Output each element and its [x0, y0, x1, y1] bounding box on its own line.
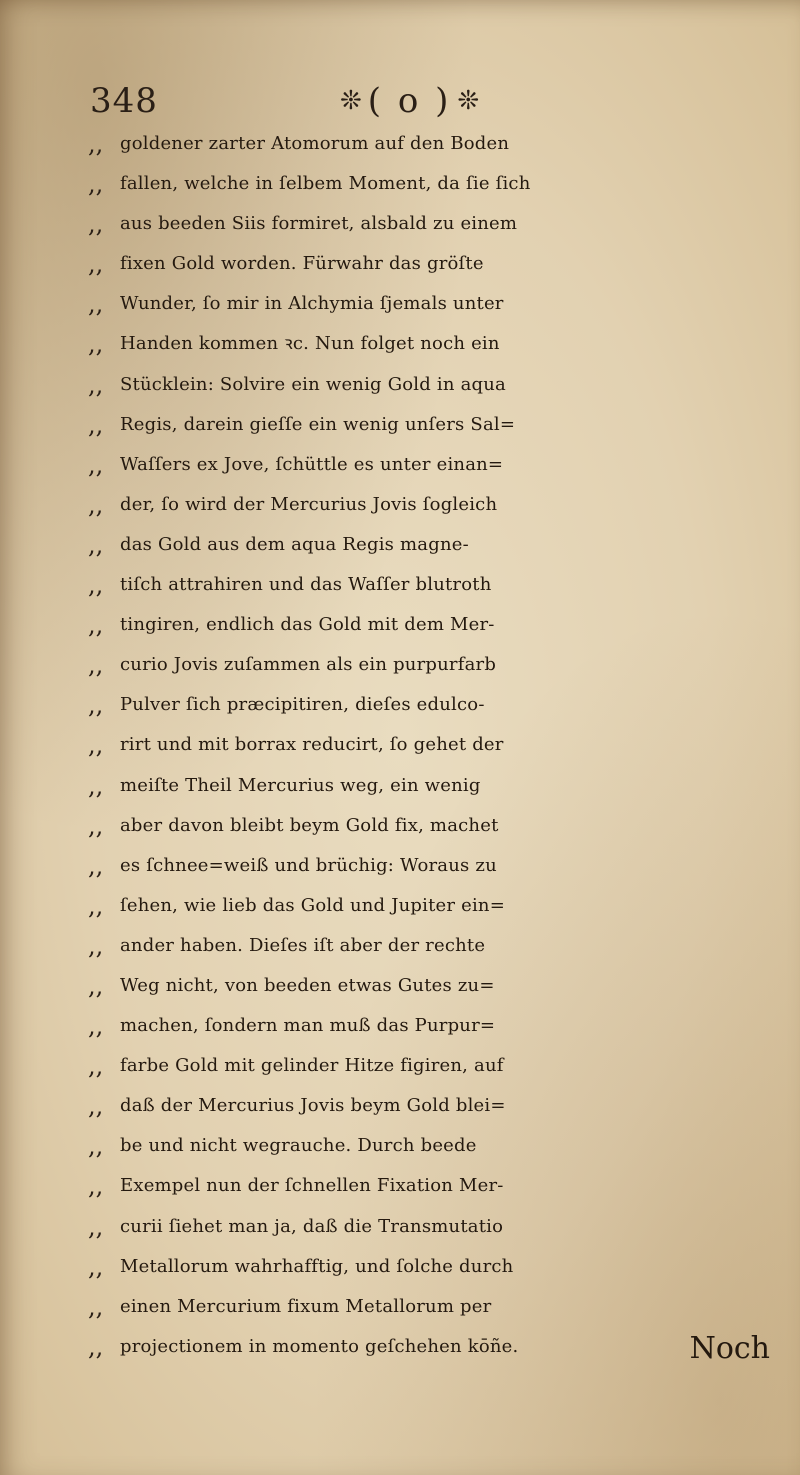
text-line: tingiren, endlich das Gold mit dem Mer- — [120, 614, 495, 636]
ornament-right-icon: ❊ — [457, 86, 480, 116]
text-line: Metallorum wahrhafftig, und ſolche durch — [120, 1255, 514, 1277]
text-line: aber davon bleibt beym Gold fix, machet — [120, 814, 499, 836]
text-line: Handen kommen ꝛc. Nun folget noch ein — [120, 333, 500, 355]
quote-mark: ,, — [88, 450, 104, 479]
text-line: einen Mercurium fixum Metallorum per — [120, 1295, 492, 1317]
text-line: es ſchnee=weiß und brüchig: Woraus zu — [120, 854, 497, 876]
text-line: Wunder, ſo mir in Alchymia ſjemals unter — [120, 293, 504, 315]
text-line: Waſſers ex Jove, ſchüttle es unter einan= — [120, 453, 504, 475]
quote-mark: ,, — [88, 170, 104, 199]
text-line: Exempel nun der ſchnellen Fixation Mer- — [120, 1175, 504, 1197]
quote-mark: ,, — [88, 771, 104, 800]
text-line: aus beeden Siis formiret, alsbald zu einem — [120, 213, 518, 235]
text-line: Pulver ſich præcipitiren, dieſes edulco- — [120, 694, 485, 716]
quote-mark: ,, — [88, 490, 104, 519]
running-head — [340, 76, 540, 126]
quote-mark: ,, — [88, 891, 104, 920]
quote-mark: ,, — [88, 731, 104, 760]
text-line: projectionem in momento geſchehen kōñe. — [120, 1335, 519, 1357]
quote-mark: ,, — [88, 530, 104, 559]
text-line: das Gold aus dem aqua Regis magne- — [120, 533, 469, 555]
quote-mark: ,, — [88, 370, 104, 399]
text-line: fixen Gold worden. Fürwahr das gröſte — [120, 253, 484, 275]
text-line: meiſte Theil Mercurius weg, ein wenig — [120, 774, 481, 796]
text-line: fallen, welche in ſelbem Moment, da ſie ſich — [120, 173, 531, 195]
quote-mark: ,, — [88, 1132, 104, 1161]
quote-mark: ,, — [88, 330, 104, 359]
ornament-left-icon: ❊ — [340, 86, 362, 116]
quote-mark: ,, — [88, 571, 104, 600]
quote-mark: ,, — [88, 210, 104, 239]
quote-mark: ,, — [88, 410, 104, 439]
quote-mark: ,, — [88, 971, 104, 1000]
quote-mark: ,, — [88, 1252, 104, 1281]
quote-mark: ,, — [88, 811, 104, 840]
text-line: Weg nicht, von beeden etwas Gutes zu= — [120, 974, 495, 996]
text-line: ſehen, wie lieb das Gold und Jupiter ein= — [120, 894, 505, 916]
text-line: tiſch attrahiren und das Waſſer blutroth — [120, 574, 492, 596]
quote-mark: ,, — [88, 691, 104, 720]
quote-mark: ,, — [88, 250, 104, 279]
quote-mark: ,, — [88, 851, 104, 880]
text-line: curio Jovis zuſammen als ein purpurfarb — [120, 654, 497, 676]
text-line: rirt und mit borrax reducirt, ſo gehet der — [120, 734, 504, 756]
quote-mark: ,, — [88, 1172, 104, 1201]
text-line: curii ſiehet man ja, daß die Transmutatio — [120, 1215, 504, 1237]
quote-mark: ,, — [88, 1012, 104, 1041]
text-line: Stücklein: Solvire ein wenig Gold in aqua — [120, 373, 506, 395]
page-number: 348 — [90, 81, 158, 121]
text-line: machen, ſondern man muß das Purpur= — [120, 1015, 496, 1037]
quote-mark: ,, — [88, 1052, 104, 1081]
text-body — [120, 124, 800, 1367]
text-line: der, ſo wird der Mercurius Jovis ſogleich — [120, 493, 498, 515]
text-line: daß der Mercurius Jovis beym Gold blei= — [120, 1095, 506, 1117]
text-line: goldener zarter Atomorum auf den Boden — [120, 133, 510, 154]
quote-mark: ,, — [88, 1092, 104, 1121]
text-line: ander haben. Dieſes iſt aber der rechte — [120, 934, 486, 956]
quote-mark: ,, — [88, 611, 104, 640]
text-line: Regis, darein gieſſe ein wenig unſers Sal= — [120, 413, 516, 435]
quote-mark: ,, — [88, 130, 104, 158]
quotation-margin — [88, 124, 118, 1367]
text-line: be und nicht wegrauche. Durch beede — [120, 1135, 477, 1157]
page-header — [0, 76, 800, 126]
quote-mark: ,, — [88, 1292, 104, 1321]
quote-mark: ,, — [88, 651, 104, 680]
quote-mark: ,, — [88, 1332, 104, 1361]
quote-mark: ,, — [88, 931, 104, 960]
running-head-text: ( o ) — [367, 81, 452, 121]
text-line: farbe Gold mit gelinder Hitze figiren, auf — [120, 1055, 504, 1077]
catchword: Noch — [689, 1331, 770, 1366]
quote-mark: ,, — [88, 1212, 104, 1241]
quote-mark: ,, — [88, 290, 104, 319]
